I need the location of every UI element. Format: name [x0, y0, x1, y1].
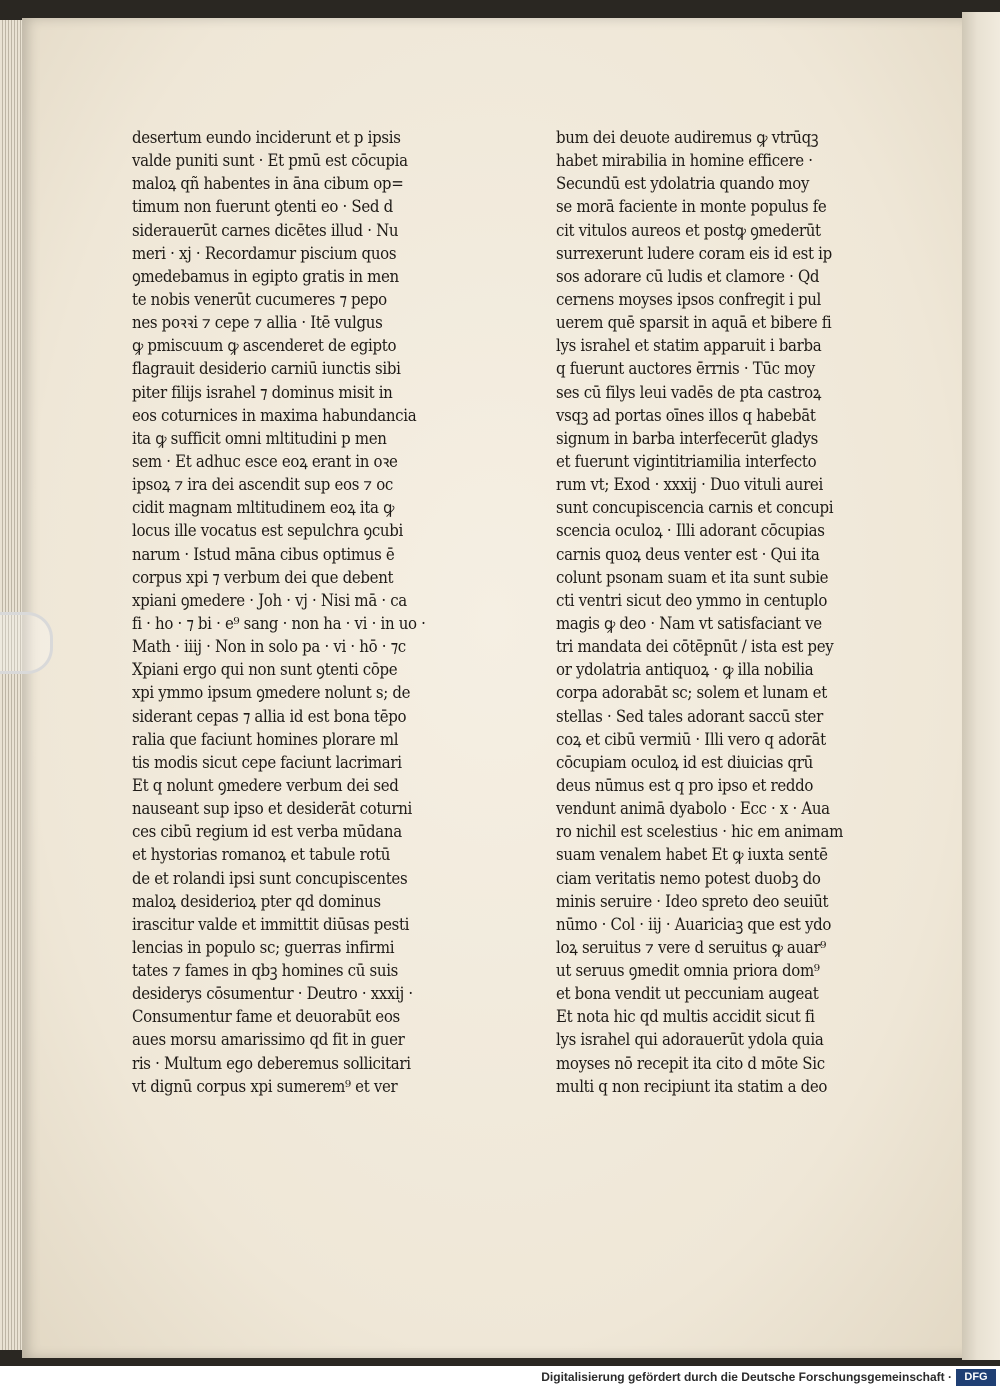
text-line: eos coturnices in maxima habundancia — [132, 405, 417, 425]
text-line: ces cibū regium id est verba mūdana — [132, 822, 402, 842]
text-line: Et nota hic qd multis accidit sicut fi — [556, 1007, 815, 1027]
text-line: flagrauit desiderio carniū iunctis sibi — [132, 359, 401, 379]
text-line: habet mirabilia in homine efficere · — [556, 151, 813, 171]
text-line: loꝝ seruitus ⁊ vere d seruitus ꝙ auar⁹ — [556, 937, 827, 957]
funding-credit: Digitalisierung gefördert durch die Deutsche Forschungsgemeinschaft · — [541, 1370, 952, 1384]
footer-bar — [0, 1366, 1000, 1389]
text-line: lys israhel et statim apparuit i barba — [556, 336, 822, 356]
text-line: stellas · Sed tales adorant saccū ster — [556, 706, 823, 726]
text-line: fi · ho · ⁊ bi · e⁹ sang · non ha · vi · in uo · — [132, 613, 426, 633]
text-line: irascitur valde et immittit diūsas pesti — [132, 914, 410, 934]
text-line: carnis quoꝝ deus venter est · Qui ita — [556, 544, 820, 564]
text-line: ꝯmedebamus in egipto gratis in men — [132, 266, 399, 286]
text-line: siderant cepas ⁊ allia id est bona tēpo — [132, 706, 407, 726]
text-line: or ydolatria antiquoꝝ · ꝙ illa nobilia — [556, 660, 814, 680]
text-line: tis modis sicut cepe faciunt lacrimari — [132, 752, 402, 772]
text-line: cernens moyses ipsos confregit i pul — [556, 289, 822, 309]
right-text-column — [556, 126, 886, 1098]
text-line: minis seruire · Ideo spreto deo seuiūt — [556, 891, 829, 911]
text-line: multi q non recipiunt ita statim a deo — [556, 1076, 828, 1096]
text-line: desiderys cōsumentur · Deutro · xxxij · — [132, 984, 413, 1004]
text-line: moyses nō recepit ita cito d mōte Sic — [556, 1053, 825, 1073]
text-line: magis ꝙ deo · Nam vt satisfaciant ve — [556, 613, 822, 633]
text-line: colunt psonam suam et ita sunt subie — [556, 567, 829, 587]
text-line: ita ꝙ sufficit omni mltitudini p men — [132, 428, 387, 448]
text-line: corpa adorabāt sc; solem et lunam et — [556, 683, 827, 703]
text-line: bum dei deuote audiremus ꝙ vtrūqꝫ — [556, 128, 819, 147]
text-line: cit vitulos aureos et postꝙ ꝯmederūt — [556, 220, 821, 240]
text-line: coꝝ et cibū vermiū · Illi vero q adorāt — [556, 729, 826, 749]
text-line: Math · iiij · Non in solo pa · vi · hō · ⁊c — [132, 637, 406, 657]
text-line: siderauerūt carnes dicētes illud · Nu — [132, 220, 399, 240]
text-line: xpi ymmo ipsum ꝯmedere nolunt s; de — [132, 683, 411, 703]
text-line: maloꝝ qñ habentes in āna cibum op= — [132, 174, 404, 194]
text-line: valde puniti sunt · Et pmū est cōcupia — [132, 151, 408, 171]
text-line: se morā faciente in monte populus fe — [556, 197, 827, 217]
text-line: q fuerunt auctores ērrnis · Tūc moy — [556, 359, 815, 379]
text-line: timum non fuerunt ꝯtenti eo · Sed d — [132, 197, 393, 217]
text-line: sem · Et adhuc esce eoꝝ erant in oꝛe — [132, 451, 398, 471]
text-line: Secundū est ydolatria quando moy — [556, 174, 810, 194]
text-line: tates ⁊ fames in qbꝫ homines cū suis — [132, 961, 399, 981]
text-line: de et rolandi ipsi sunt concupiscentes — [132, 868, 408, 888]
text-line: te nobis venerūt cucumeres ⁊ pepo — [132, 289, 387, 309]
text-line: signum in barba interfecerūt gladys — [556, 428, 818, 448]
text-line: cidit magnam mltitudinem eoꝝ ita ꝙ — [132, 498, 395, 518]
text-line: maloꝝ desiderioꝝ pter qd dominus — [132, 891, 381, 911]
text-line: suam venalem habet Et ꝙ iuxta sentē — [556, 845, 828, 865]
text-line: ses cū filys leui vadēs de pta castroꝝ — [556, 382, 822, 402]
text-line: meri · xj · Recordamur piscium quos — [132, 243, 397, 263]
text-line: sos adorare cū ludis et clamore · Qd — [556, 266, 820, 286]
text-line: ris · Multum ego deberemus sollicitari — [132, 1053, 411, 1073]
text-line: vsqꝫ ad portas oīnes illos q habebāt — [556, 405, 816, 425]
text-line: et bona vendit ut peccuniam augeat — [556, 984, 819, 1004]
text-line: corpus xpi ⁊ verbum dei que debent — [132, 567, 394, 587]
text-line: et hystorias romanoꝝ et tabule rotū — [132, 845, 391, 865]
text-line: nūmo · Col · iij · Auariciaꝫ que est ydo — [556, 914, 832, 934]
text-line: ralia que faciunt homines plorare ml — [132, 729, 399, 749]
dfg-logo[interactable]: DFG — [956, 1369, 996, 1386]
text-line: narum · Istud māna cibus optimus ē — [132, 544, 395, 564]
text-line: et fuerunt vigintitriamilia interfecto — [556, 451, 817, 471]
text-line: Xpiani ergo qui non sunt ꝯtenti cōpe — [132, 660, 398, 680]
text-line: cti ventri sicut deo ymmo in centuplo — [556, 590, 828, 610]
text-line: nes poꝛꝛi ⁊ cepe ⁊ allia · Itē vulgus — [132, 313, 383, 333]
left-text-column — [132, 126, 462, 1098]
text-line: uerem quē sparsit in aquā et bibere fi — [556, 313, 832, 333]
text-line: xpiani ꝯmedere · Joh · vj · Nisi mā · ca — [132, 590, 407, 610]
text-line: lencias in populo sc; guerras infirmi — [132, 937, 395, 957]
paper-clip-icon — [0, 612, 53, 674]
text-line: Et q nolunt ꝯmedere verbum dei sed — [132, 775, 399, 795]
text-line: aues morsu amarissimo qd fit in guer — [132, 1030, 405, 1050]
text-line: desertum eundo inciderunt et p ipsis — [132, 128, 401, 147]
text-line: locus ille vocatus est sepulchra ꝯcubi — [132, 521, 403, 541]
text-line: vt dignū corpus xpi sumerem⁹ et ver — [132, 1076, 398, 1096]
text-line: scencia oculoꝝ · Illi adorant cōcupias — [556, 521, 825, 541]
facing-page-edge — [962, 12, 1000, 1360]
text-line: tri mandata dei cōtēpnūt / ista est pey — [556, 637, 834, 657]
text-line: sunt concupiscencia carnis et concupi — [556, 498, 834, 518]
text-line: rum vt; Exod · xxxij · Duo vituli aurei — [556, 475, 823, 495]
text-line: nauseant sup ipso et desiderāt coturni — [132, 799, 412, 819]
text-line: vendunt animā dyabolo · Ecc · x · Aua — [556, 799, 830, 819]
text-line: surrexerunt ludere coram eis id est ip — [556, 243, 832, 263]
text-line: deus nūmus est q pro ipso et reddo — [556, 775, 814, 795]
text-line: ꝙ pmiscuum ꝙ ascenderet de egipto — [132, 336, 397, 356]
text-line: ciam veritatis nemo potest duobꝫ do — [556, 868, 821, 888]
text-line: piter filijs israhel ⁊ dominus misit in — [132, 382, 393, 402]
text-line: ro nichil est scelestius · hic em animam — [556, 822, 844, 842]
text-line: ut seruus ꝯmedit omnia priora dom⁹ — [556, 961, 820, 981]
text-line: Consumentur fame et deuorabūt eos — [132, 1007, 400, 1027]
text-line: ipsoꝝ ⁊ ira dei ascendit sup eos ⁊ oc — [132, 475, 394, 495]
text-line: lys israhel qui adorauerūt ydola quia — [556, 1030, 824, 1050]
text-line: cōcupiam oculoꝝ id est diuicias qrū — [556, 752, 813, 772]
